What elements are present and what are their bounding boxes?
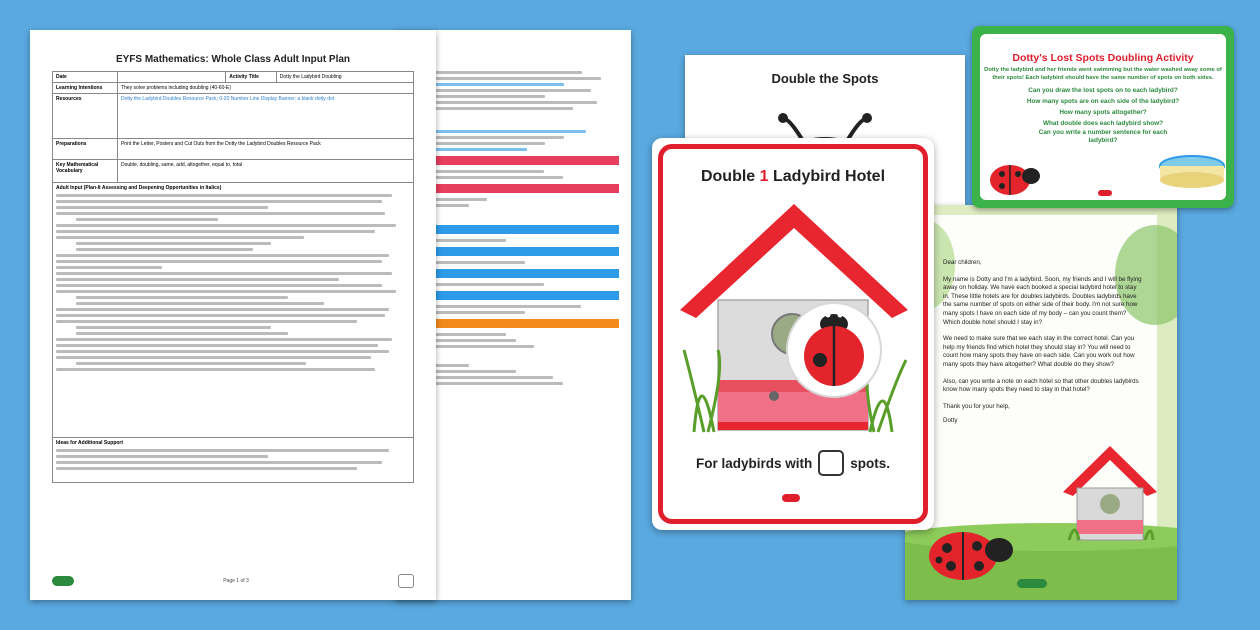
activity-title-value: Dotty the Ladybird Doubling [276, 72, 413, 83]
letter-paragraph-3: Also, can you write a note on each hotel so that other doubles ladybirds know how many spots they need to stay in that hotel? [943, 377, 1139, 394]
letter-greeting: Dear children, [943, 259, 982, 266]
support-heading: Ideas for Additional Support [56, 440, 124, 446]
twinkl-logo-icon [1017, 579, 1047, 588]
plan-footer [52, 574, 414, 588]
hotel-title-post: Ladybird Hotel [773, 168, 886, 185]
activity-question-5: Can you write a number sentence for each ladybird? [1038, 129, 1168, 144]
row-label-intentions: Learning Intentions [53, 83, 118, 94]
row-label-date: Date [53, 72, 118, 83]
plan-info-table [52, 71, 414, 483]
letter-thanks: Thank you for your help, [943, 402, 1010, 410]
spots-answer-box[interactable] [818, 450, 844, 476]
intentions-value: They solve problems including doubling (40-60-E) [117, 83, 413, 94]
plan-document [30, 30, 436, 600]
vocabulary-value: Double, doubling, same, add, altogether, equal to, total [117, 160, 413, 183]
spots-label: spots. [850, 455, 891, 471]
activity-card [972, 26, 1234, 208]
for-ladybirds-label: For ladybirds with [695, 455, 813, 471]
hotel-title-number: 1 [759, 168, 769, 185]
preparations-value: Print the Letter, Posters and Cut Outs from the Dotty the Ladybird Doubles Resource Pack [117, 139, 413, 160]
row-label-activity: Activity Title [226, 72, 277, 83]
twinkl-logo-icon [782, 494, 800, 502]
resources-value: Dotty the Ladybird Doubles Resource Pack; 0-20 Number Line Display Banner; a blank dotty dot [117, 94, 413, 139]
letter-signature: Dotty [943, 417, 958, 425]
plan-title: EYFS Mathematics: Whole Class Adult Input Plan [115, 54, 351, 65]
hotel-card [652, 138, 934, 530]
activity-question-2: How many spots are on each side of the ladybird? [1026, 98, 1180, 105]
activity-intro: Dotty the ladybird and her friends went swimming but the water washed away some of their spots! Each ladybird should have the same number of spots on both sides. [984, 67, 1222, 81]
row-label-preparations: Preparations [53, 139, 118, 160]
activity-question-3: How many spots altogether? [1059, 109, 1147, 116]
hotel-card-footer [652, 450, 934, 476]
letter-paragraph-1: My name is Dotty and I'm a ladybird. Soon, my friends and I will be flying away on holiday. We have each booked a special ladybird hotel to stay in. These little hotels are for doubles ladybirds. Doubles ladybirds have the same number of spots on either side of their body. I'm not sure how many spots I have on each side of my body – can you count them? Which double hotel should I stay in? [943, 275, 1142, 326]
twinkl-logo-icon [1098, 190, 1112, 196]
hotel-ladybird-icon [784, 300, 884, 400]
row-label-resources: Resources [53, 94, 118, 139]
activity-ladybird-icon [984, 156, 1044, 200]
big-ladybird-icon [917, 520, 1017, 590]
letter-paragraph-2: We need to make sure that we each stay in the correct hotel. Can you help my friends find which hotel they should stay in? You will need to count how many spots they have on each side. Can you work out how many spots they have altogether? What double do they show? [943, 335, 1135, 368]
hotel-title-pre: Double [700, 168, 756, 185]
twinkl-logo-icon [52, 576, 74, 586]
double-spots-title: Double the Spots [771, 71, 879, 86]
swimming-pool-icon [1156, 150, 1226, 190]
adult-input-heading: Adult Input (Plan-It Assessing and Deepening Opportunities in Italics) [56, 185, 222, 191]
small-ladybird-hotel-icon [1055, 440, 1165, 550]
activity-question-1: Can you draw the lost spots on to each ladybird? [1028, 87, 1178, 94]
row-label-vocabulary: Key Mathematical Vocabulary [53, 160, 118, 183]
activity-title: Dotty's Lost Spots Doubling Activity [1012, 52, 1194, 64]
activity-question-4: What double does each ladybird show? [1042, 120, 1163, 127]
dotty-letter [905, 205, 1177, 600]
hotel-card-title [652, 168, 934, 186]
page-number: Page 1 of 3 [223, 577, 249, 584]
quality-badge-icon [398, 574, 414, 588]
